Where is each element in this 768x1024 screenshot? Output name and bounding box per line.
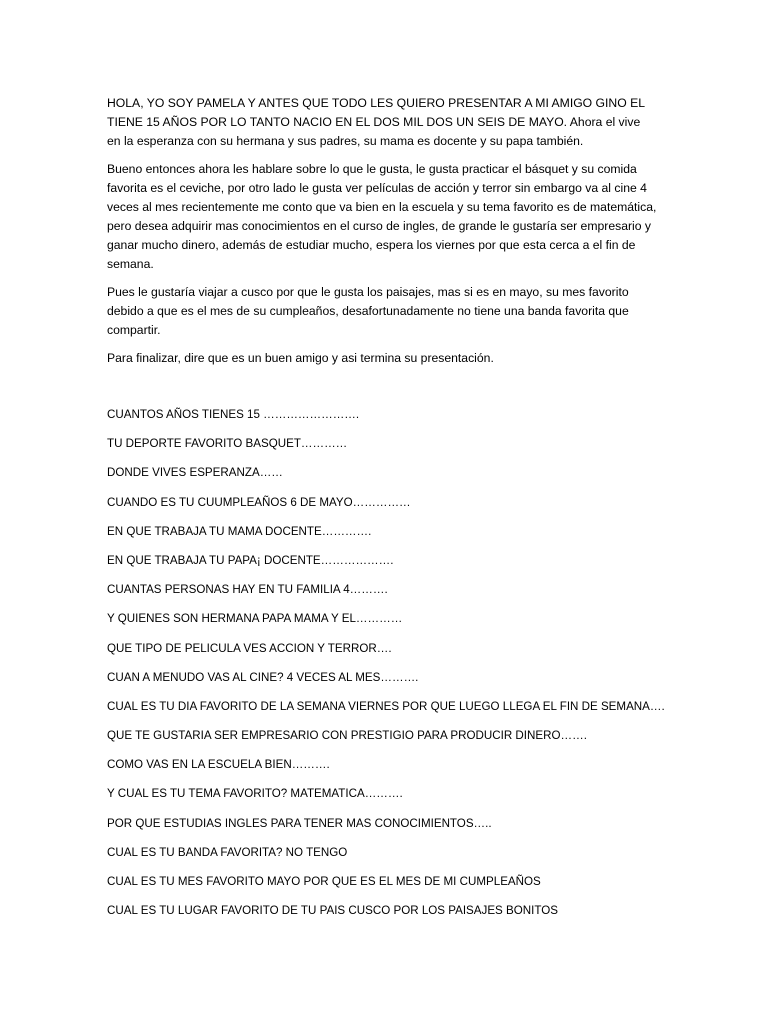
qa-line-residence: DONDE VIVES ESPERANZA…… [107, 466, 283, 480]
qa-line-sport: TU DEPORTE FAVORITO BASQUET………… [107, 437, 348, 451]
qa-line-school: COMO VAS EN LA ESCUELA BIEN………. [107, 758, 330, 772]
qa-line-age: CUANTOS AÑOS TIENES 15 ……………………. [107, 408, 360, 421]
paragraph-intro: HOLA, YO SOY PAMELA Y ANTES QUE TODO LES QUIERO PRESENTAR A MI AMIGO GINO EL TIENE 15 AÑOS POR LO TANTO NACIO EN EL DOS MIL DOS UN SEIS DE MAYO. Ahora el vive en la esperanza con su hermana y sus padres, su mama es docente y su papa también. [107, 96, 645, 148]
qa-line-birthday: CUANDO ES TU CUUMPLEAÑOS 6 DE MAYO…………… [107, 495, 411, 509]
qa-line-english: POR QUE ESTUDIAS INGLES PARA TENER MAS CONOCIMIENTOS….. [107, 816, 492, 830]
qa-line-favorite-month: CUAL ES TU MES FAVORITO MAYO POR QUE ES EL MES DE MI CUMPLEAÑOS [107, 875, 541, 888]
qa-line-cinema-frequency: CUAN A MENUDO VAS AL CINE? 4 VECES AL MES………. [107, 670, 419, 684]
qa-line-family-size: CUANTAS PERSONAS HAY EN TU FAMILIA 4………. [107, 583, 388, 597]
qa-line-band: CUAL ES TU BANDA FAVORITA? NO TENGO [107, 845, 348, 859]
qa-line-favorite-place: CUAL ES TU LUGAR FAVORITO DE TU PAIS CUSCO POR LOS PAISAJES BONITOS [107, 904, 558, 918]
question-answer-list [107, 405, 707, 930]
paragraph-likes: Bueno entonces ahora les hablare sobre lo que le gusta, le gusta practicar el básquet y su comida favorita es el ceviche, por otro lado le gusta ver películas de acción y terror sin embargo va al cine 4 veces al mes recientemente me conto que va bien en la escuela y su tema favorito es de matemática, pero desea adquirir mas conocimientos en el curso de ingles, de grande le gustaría ser empresario y ganar mucho dinero, además de estudiar mucho, espera los viernes por que esta cerca a el fin de semana. [107, 162, 657, 271]
paragraph-travel: Pues le gustaría viajar a cusco por que le gusta los paisajes, mas si es en mayo, su mes favorito debido a que es el mes de su cumpleaños, desafortunadamente no tiene una banda favorita que compartir. [107, 285, 629, 337]
qa-line-favorite-subject: Y CUAL ES TU TEMA FAVORITO? MATEMATICA………. [107, 787, 403, 801]
paragraph-closing: Para finalizar, dire que es un buen amigo y asi termina su presentación. [107, 351, 494, 365]
qa-line-family-members: Y QUIENES SON HERMANA PAPA MAMA Y EL………… [107, 612, 403, 626]
presentation-text [107, 94, 657, 377]
qa-line-movie-type: QUE TIPO DE PELICULA VES ACCION Y TERROR…. [107, 641, 392, 655]
qa-line-career: QUE TE GUSTARIA SER EMPRESARIO CON PRESTIGIO PARA PRODUCIR DINERO……. [107, 729, 587, 743]
qa-line-mother-job: EN QUE TRABAJA TU MAMA DOCENTE…………. [107, 524, 372, 538]
qa-line-father-job: EN QUE TRABAJA TU PAPA¡ DOCENTE………………. [107, 553, 394, 567]
qa-line-favorite-day: CUAL ES TU DIA FAVORITO DE LA SEMANA VIERNES POR QUE LUEGO LLEGA EL FIN DE SEMANA…. [107, 699, 665, 713]
